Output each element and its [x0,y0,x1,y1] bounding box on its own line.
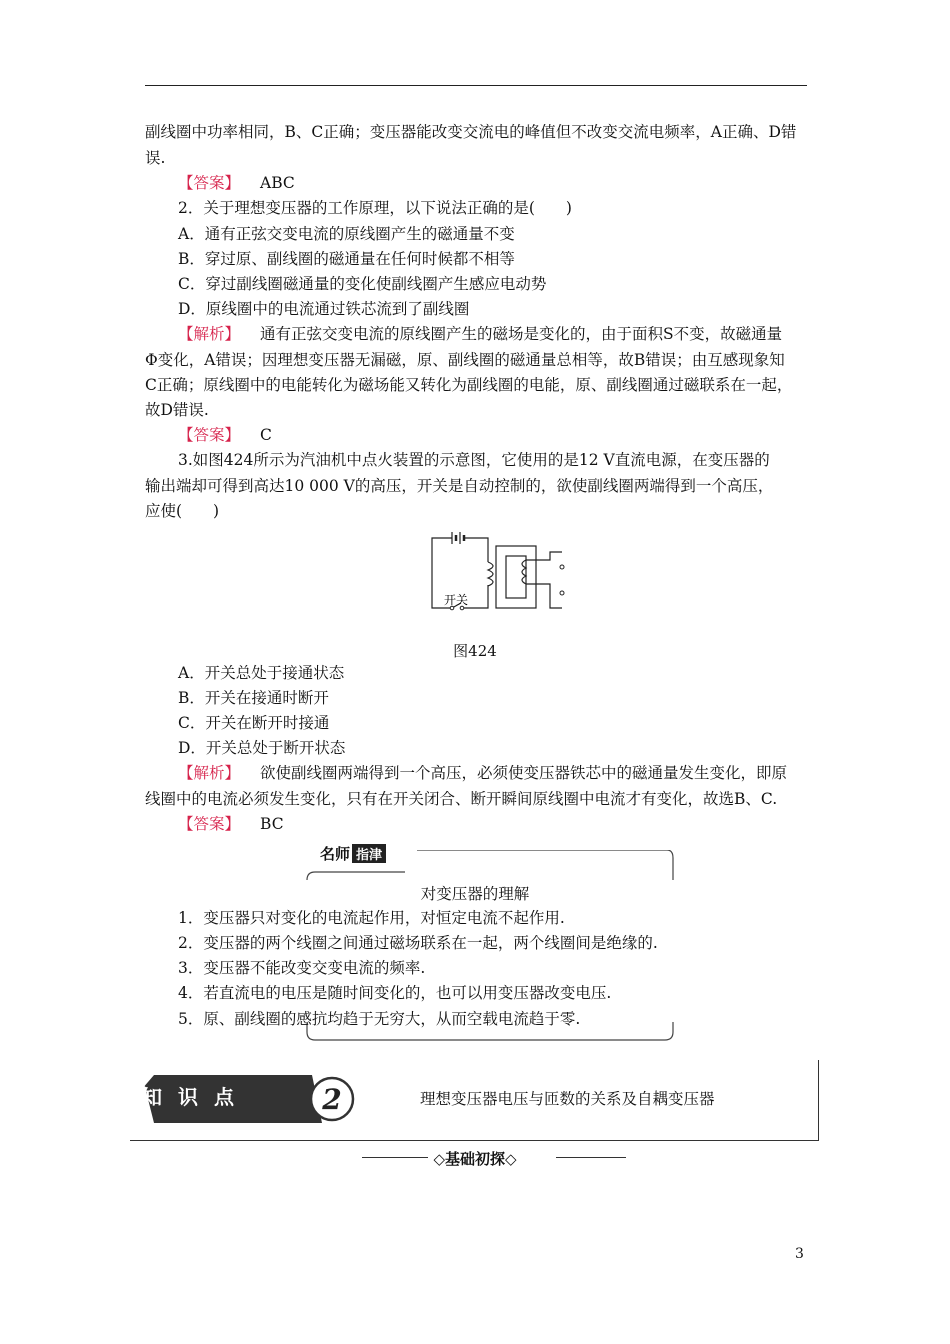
text-line: 线圈中的电流必须发生变化，只有在开关闭合、断开瞬间原线圈中电流才有变化，故选B、C. [145,790,778,808]
knowledge-number: 2 [322,1083,342,1116]
answer-value: BC [260,815,284,833]
answer-tag: 【答案】 [178,815,241,833]
analysis-tag: 【解析】 [178,764,241,782]
text-line: 误. [145,149,166,167]
analysis-tag: 【解析】 [178,325,241,343]
analysis-2 [178,324,782,344]
guide-title: 对变压器的理解 [420,885,530,903]
option-c: C．穿过副线圈磁通量的变化使副线圈产生感应电动势 [178,275,547,293]
question-3: 3.如图424所示为汽油机中点火装置的示意图，它使用的是12 V直流电源，在变压器的 [178,451,770,469]
option-c: C．开关在断开时接通 [178,714,330,732]
answer-tag: 【答案】 [178,174,241,192]
answer-value: C [260,426,272,444]
option-d: D．开关总处于断开状态 [178,739,346,757]
analysis-text: 通有正弦交变电流的原线圈产生的磁场是变化的，由于面积S不变，故磁通量 [260,325,783,343]
switch-label: 开关 [444,593,469,607]
guide-badge-right: 指津 [352,844,386,863]
guide-item: 3．变压器不能改变交变电流的频率. [178,959,426,977]
text-line: 输出端却可得到高达10 000 V的高压，开关是自动控制的，欲使副线圈两端得到一个高压， [145,477,774,495]
figure-caption: 图424 [453,642,497,660]
knowledge-title: 理想变压器电压与匝数的关系及自耦变压器 [420,1090,715,1108]
answer-tag: 【答案】 [178,426,241,444]
answer-1 [178,173,295,193]
page-number: 3 [795,1246,804,1262]
option-b: B．穿过原、副线圈的磁通量在任何时候都不相等 [178,250,515,268]
text-line: 应使( ) [145,502,220,520]
text-line: 故D错误. [145,401,209,419]
answer-3 [178,814,284,834]
guide-badge-left: 名师 [320,845,351,863]
option-b: B．开关在接通时断开 [178,689,329,707]
guide-item: 4．若直流电的电压是随时间变化的，也可以用变压器改变电压. [178,984,612,1002]
option-a: A．通有正弦交变电流的原线圈产生的磁通量不变 [178,225,515,243]
question-2: 2．关于理想变压器的工作原理，以下说法正确的是( ) [178,199,572,217]
analysis-text: 欲使副线圈两端得到一个高压，必须使变压器铁芯中的磁通量发生变化，即原 [260,764,788,782]
analysis-3 [178,763,787,783]
guide-item: 1．变压器只对变化的电流起作用，对恒定电流不起作用. [178,909,565,927]
text-line: C正确；原线圈中的电能转化为磁场能又转化为副线圈的电能，原、副线圈通过磁联系在一起， [145,376,793,394]
section-subhead: ◇基础初探◇ [433,1150,517,1168]
text-line: 副线圈中功率相同，B、C正确；变压器能改变交流电的峰值但不改变交流电频率，A正确、D错 [145,123,797,141]
ignition-circuit-figure [430,530,565,615]
answer-2 [178,425,272,445]
guide-item: 5．原、副线圈的感抗均趋于无穷大，从而空载电流趋于零. [178,1010,581,1028]
option-a: A．开关总处于接通状态 [178,664,345,682]
answer-value: ABC [260,174,295,192]
option-d: D．原线圈中的电流通过铁芯流到了副线圈 [178,300,470,318]
divider-right [556,1157,626,1158]
knowledge-label: 知识点 [142,1085,250,1109]
header-rule [145,85,807,86]
knowledge-number-badge [308,1075,358,1123]
guide-item: 2．变压器的两个线圈之间通过磁场联系在一起，两个线圈间是绝缘的. [178,934,658,952]
text-line: Φ变化，A错误；因理想变压器无漏磁，原、副线圈的磁通量总相等，故B错误；由互感现象知 [145,351,785,369]
guide-badge [320,843,386,864]
